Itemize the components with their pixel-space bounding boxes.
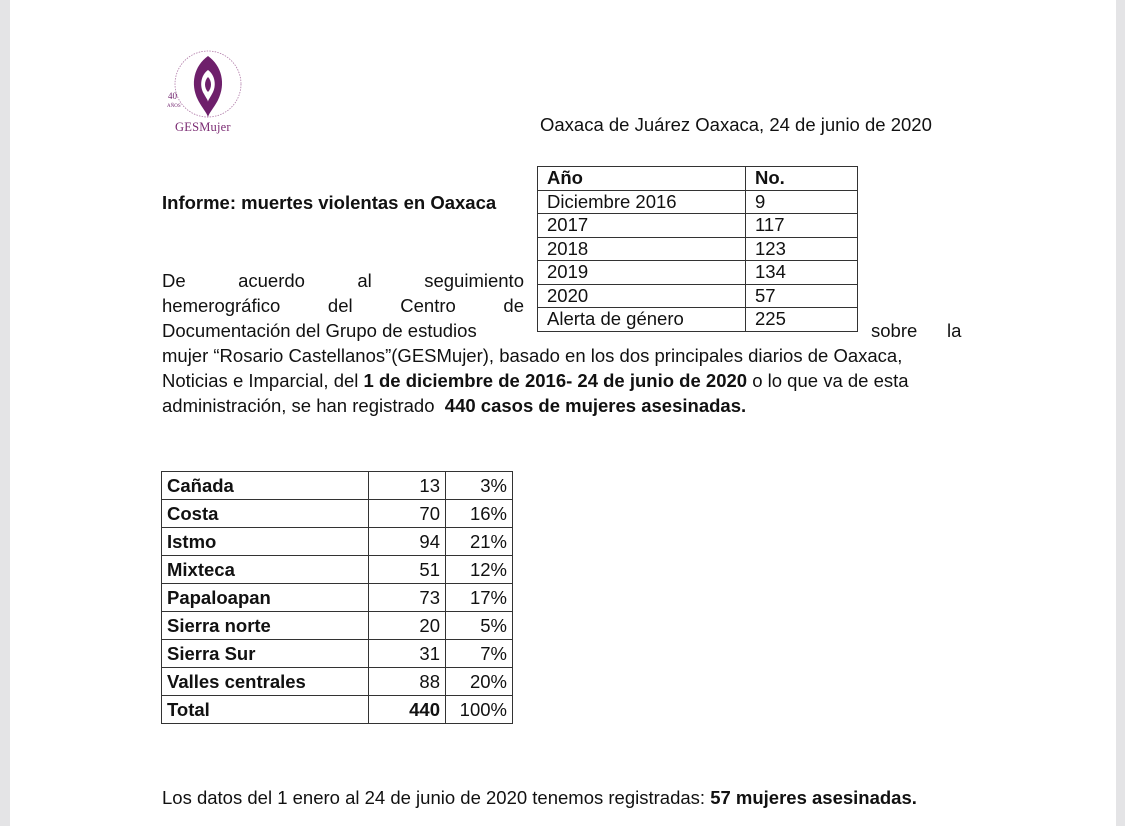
- count-cell: 9: [746, 190, 858, 214]
- count-cell: 70: [369, 500, 446, 528]
- logo-brand-text: GESMujer: [175, 120, 231, 134]
- paragraph-line-5: [162, 368, 909, 393]
- year-cell: 2020: [538, 284, 746, 308]
- paragraph-line-3-tail-a: sobre: [871, 320, 918, 341]
- table-row: [162, 612, 513, 640]
- word: al: [357, 270, 372, 291]
- footer-sentence: [162, 785, 917, 810]
- table-row: [162, 556, 513, 584]
- paragraph-line-6: [162, 393, 746, 418]
- year-cell: 2018: [538, 237, 746, 261]
- year-cell: Diciembre 2016: [538, 190, 746, 214]
- date-range-emphasis: 1 de diciembre de 2016- 24 de junio de 2020: [363, 370, 748, 391]
- table-row: [162, 500, 513, 528]
- word: seguimiento: [424, 270, 524, 291]
- year-header-cell: Año: [538, 167, 746, 191]
- year-table-header: [538, 167, 858, 191]
- table-row: [162, 640, 513, 668]
- count-cell: 134: [746, 261, 858, 285]
- total-percent-cell: 100%: [446, 696, 513, 724]
- table-row: [538, 214, 858, 238]
- count-cell: 20: [369, 612, 446, 640]
- total-count-cell: 440: [369, 696, 446, 724]
- footer-emphasis: 57 mujeres asesinadas.: [710, 787, 917, 808]
- logo-anniversary-word: AÑOS: [167, 104, 181, 109]
- paragraph-line-3: Documentación del Grupo de estudios: [162, 320, 477, 341]
- total-row: [162, 696, 513, 724]
- total-cases-emphasis: 440 casos de mujeres asesinadas.: [444, 395, 747, 416]
- date-line: Oaxaca de Juárez Oaxaca, 24 de junio de 2020: [540, 114, 932, 135]
- percent-cell: 21%: [446, 528, 513, 556]
- report-title: Informe: muertes violentas en Oaxaca: [162, 192, 497, 213]
- paragraph-line-1: [162, 268, 524, 293]
- count-cell: 123: [746, 237, 858, 261]
- word: acuerdo: [238, 270, 305, 291]
- total-label-cell: Total: [162, 696, 369, 724]
- year-table: [537, 166, 858, 332]
- region-cell: Valles centrales: [162, 668, 369, 696]
- region-cell: Costa: [162, 500, 369, 528]
- word: hemerográfico: [162, 295, 281, 316]
- count-cell: 51: [369, 556, 446, 584]
- table-row: [162, 584, 513, 612]
- region-cell: Istmo: [162, 528, 369, 556]
- year-cell: Alerta de género: [538, 308, 746, 332]
- table-row: [538, 308, 858, 332]
- count-cell: 13: [369, 472, 446, 500]
- region-table: [161, 471, 513, 724]
- count-cell: 57: [746, 284, 858, 308]
- count-cell: 225: [746, 308, 858, 332]
- word: de: [503, 295, 524, 316]
- count-cell: 31: [369, 640, 446, 668]
- text-run: o lo que va de esta: [747, 370, 909, 391]
- percent-cell: 5%: [446, 612, 513, 640]
- count-cell: 117: [746, 214, 858, 238]
- count-header-cell: No.: [746, 167, 858, 191]
- region-cell: Cañada: [162, 472, 369, 500]
- region-cell: Sierra Sur: [162, 640, 369, 668]
- count-cell: 88: [369, 668, 446, 696]
- text-run: Noticias e Imparcial, del: [162, 370, 364, 391]
- table-row: [162, 668, 513, 696]
- text-run: Los datos del 1 enero al 24 de junio de 2020 tenemos registradas:: [162, 787, 711, 808]
- text-run: administración, se han registrado: [162, 395, 445, 416]
- paragraph-line-2: [162, 293, 524, 318]
- region-cell: Papaloapan: [162, 584, 369, 612]
- table-row: [162, 472, 513, 500]
- percent-cell: 20%: [446, 668, 513, 696]
- logo-anniversary-number: 40: [168, 91, 177, 101]
- percent-cell: 17%: [446, 584, 513, 612]
- count-cell: 94: [369, 528, 446, 556]
- table-row: [538, 190, 858, 214]
- table-row: [538, 237, 858, 261]
- count-cell: 73: [369, 584, 446, 612]
- word: De: [162, 270, 186, 291]
- table-row: [538, 284, 858, 308]
- word: Centro: [400, 295, 456, 316]
- region-cell: Sierra norte: [162, 612, 369, 640]
- percent-cell: 16%: [446, 500, 513, 528]
- region-cell: Mixteca: [162, 556, 369, 584]
- paragraph-line-4: mujer “Rosario Castellanos”(GESMujer), basado en los dos principales diarios de Oaxaca,: [162, 345, 903, 366]
- word: del: [327, 295, 353, 316]
- table-row: [162, 528, 513, 556]
- percent-cell: 7%: [446, 640, 513, 668]
- percent-cell: 3%: [446, 472, 513, 500]
- year-cell: 2019: [538, 261, 746, 285]
- year-cell: 2017: [538, 214, 746, 238]
- percent-cell: 12%: [446, 556, 513, 584]
- paragraph-line-3-tail-b: la: [947, 320, 962, 341]
- table-row: [538, 261, 858, 285]
